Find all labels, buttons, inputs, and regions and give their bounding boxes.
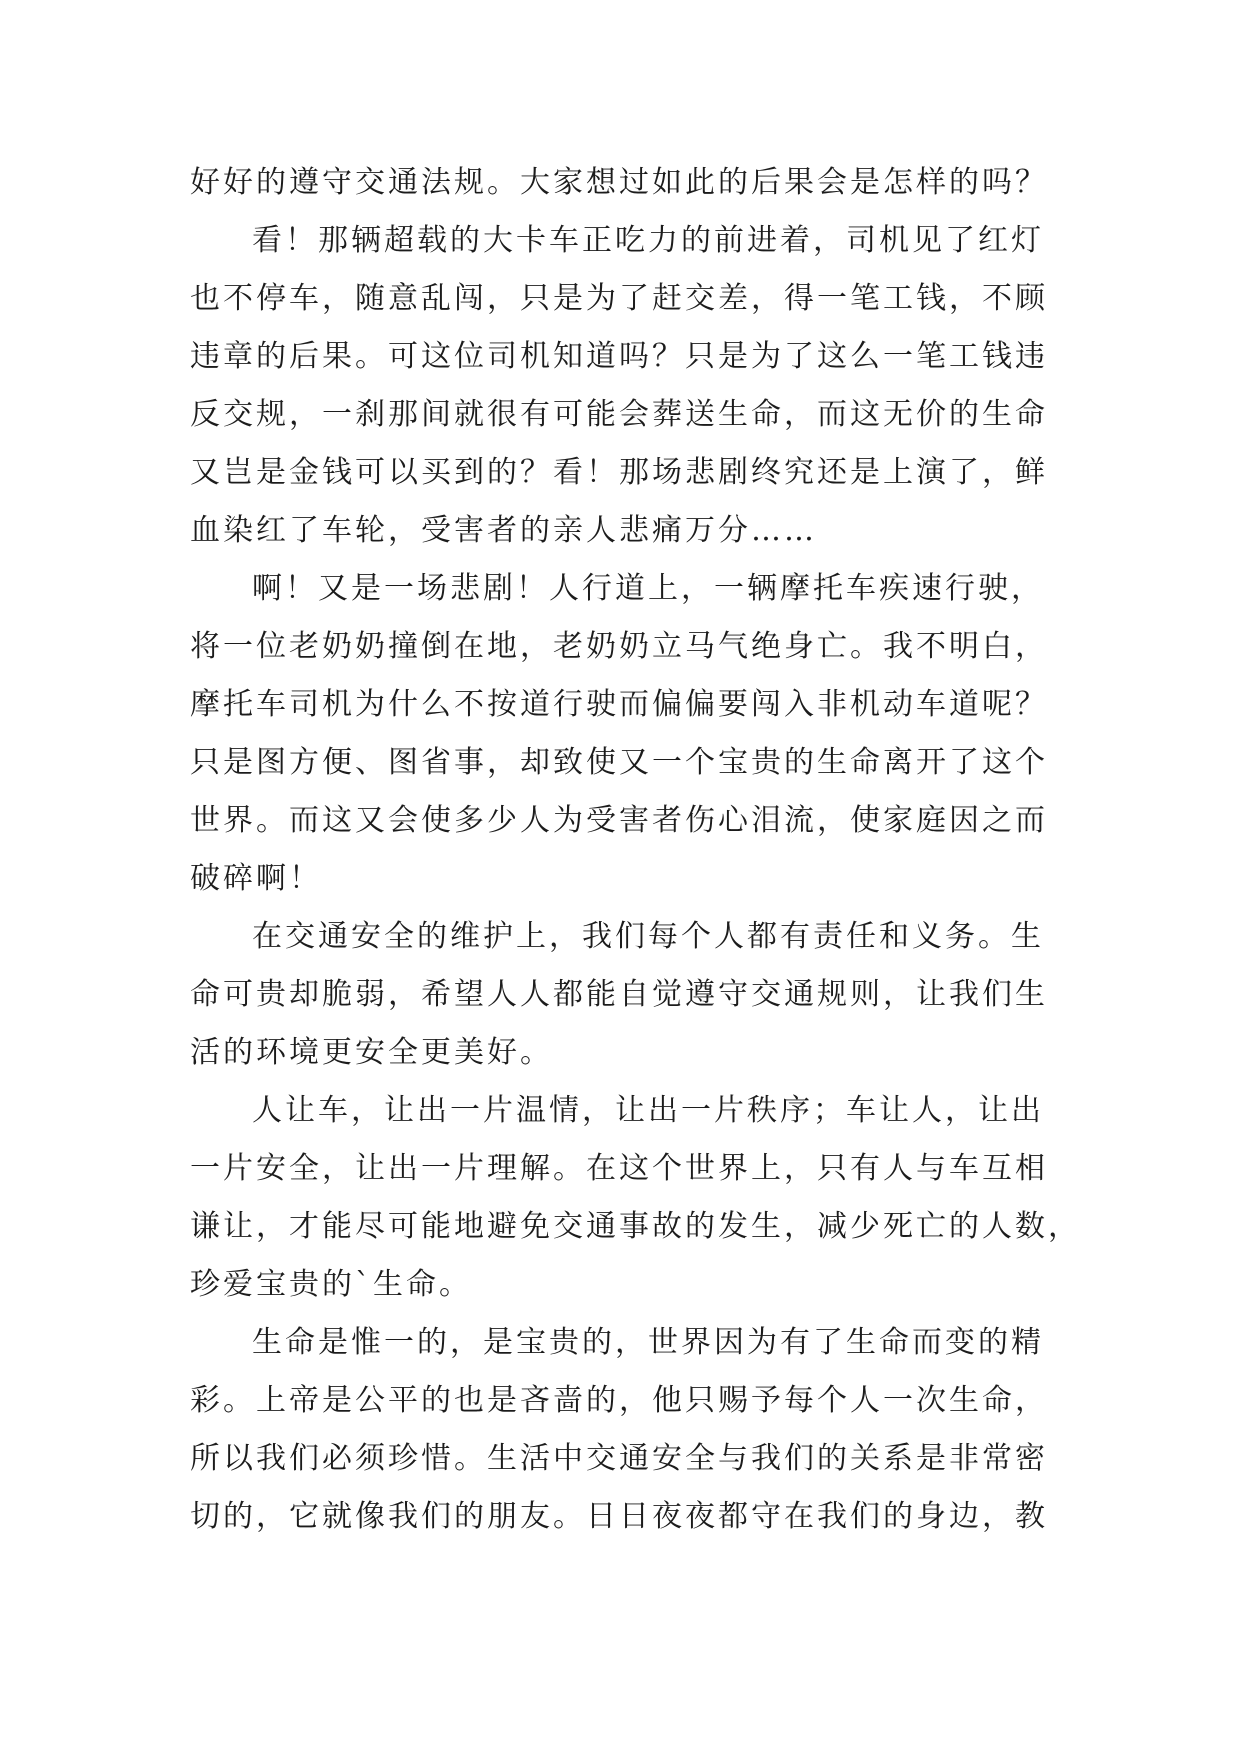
paragraph-first-line: 生命是惟一的，是宝贵的，世界因为有了生命而变的精 bbox=[252, 1325, 1044, 1360]
text-line: 切的，它就像我们的朋友。日日夜夜都守在我们的身边，教 bbox=[190, 1499, 1048, 1534]
paragraph-first-line: 啊！又是一场悲剧！人行道上，一辆摩托车疾速行驶， bbox=[252, 571, 1044, 606]
paragraph-first-line: 在交通安全的维护上，我们每个人都有责任和义务。生 bbox=[252, 919, 1044, 954]
text-line: 世界。而这又会使多少人为受害者伤心泪流，使家庭因之而 bbox=[190, 803, 1048, 838]
text-line: 命可贵却脆弱，希望人人都能自觉遵守交通规则，让我们生 bbox=[190, 977, 1048, 1012]
text-line: 谦让，才能尽可能地避免交通事故的发生，减少死亡的人数， bbox=[190, 1209, 1081, 1244]
text-line: 反交规，一刹那间就很有可能会葬送生命，而这无价的生命 bbox=[190, 397, 1048, 432]
text-line: 好好的遵守交通法规。大家想过如此的后果会是怎样的吗？ bbox=[190, 165, 1048, 200]
text-line: 也不停车，随意乱闯，只是为了赶交差，得一笔工钱，不顾 bbox=[190, 281, 1048, 316]
text-line: 违章的后果。可这位司机知道吗？只是为了这么一笔工钱违 bbox=[190, 339, 1048, 374]
text-line: 所以我们必须珍惜。生活中交通安全与我们的关系是非常密 bbox=[190, 1441, 1048, 1476]
document-body bbox=[190, 154, 1081, 1546]
text-line: 摩托车司机为什么不按道行驶而偏偏要闯入非机动车道呢？ bbox=[190, 687, 1048, 722]
text-line: 又岂是金钱可以买到的？看！那场悲剧终究还是上演了，鲜 bbox=[190, 455, 1048, 490]
text-line: 破碎啊！ bbox=[190, 861, 322, 896]
text-line: 一片安全，让出一片理解。在这个世界上，只有人与车互相 bbox=[190, 1151, 1048, 1186]
text-line: 将一位老奶奶撞倒在地，老奶奶立马气绝身亡。我不明白， bbox=[190, 629, 1048, 664]
paragraph-first-line: 人让车，让出一片温情，让出一片秩序；车让人，让出 bbox=[252, 1093, 1044, 1128]
text-line: 只是图方便、图省事，却致使又一个宝贵的生命离开了这个 bbox=[190, 745, 1048, 780]
text-line: 活的环境更安全更美好。 bbox=[190, 1035, 553, 1070]
text-line: 彩。上帝是公平的也是吝啬的，他只赐予每个人一次生命， bbox=[190, 1383, 1048, 1418]
text-line: 珍爱宝贵的`生命。 bbox=[190, 1267, 472, 1302]
text-line: 血染红了车轮，受害者的亲人悲痛万分…… bbox=[190, 513, 817, 548]
paragraph-first-line: 看！那辆超载的大卡车正吃力的前进着，司机见了红灯 bbox=[252, 223, 1044, 258]
